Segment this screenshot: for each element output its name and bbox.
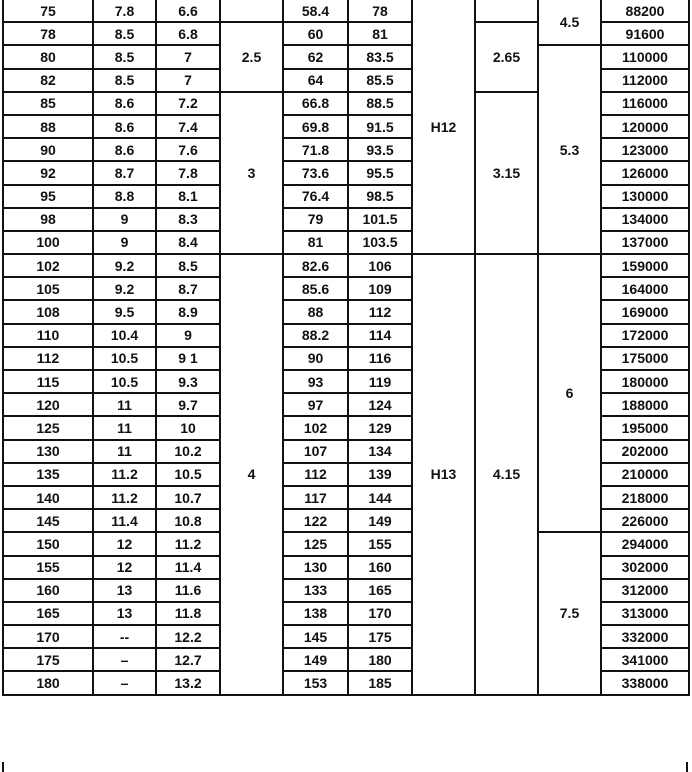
col-d2-cell: 8.9 xyxy=(156,300,220,323)
col-d3-cell: 85.6 xyxy=(283,277,348,300)
col-d-cell: 160 xyxy=(3,579,93,602)
col-d-cell: 105 xyxy=(3,277,93,300)
col-d4-cell: 83.5 xyxy=(348,45,412,68)
col-b-cell: 4 xyxy=(220,254,283,695)
col-h-cell: 7.5 xyxy=(538,532,601,694)
col-d2-cell: 10.5 xyxy=(156,463,220,486)
col-d3-cell: 88.2 xyxy=(283,324,348,347)
col-d2-cell: 12.7 xyxy=(156,648,220,671)
col-d4-cell: 180 xyxy=(348,648,412,671)
col-load-cell: 164000 xyxy=(601,277,689,300)
col-d2-cell: 7.8 xyxy=(156,161,220,184)
table-row xyxy=(3,45,689,68)
col-d3-cell: 71.8 xyxy=(283,138,348,161)
col-d3-cell: 145 xyxy=(283,625,348,648)
col-d1-cell: 10.4 xyxy=(93,324,156,347)
table-footer-frame xyxy=(2,762,688,772)
col-d2-cell: 8.3 xyxy=(156,208,220,231)
col-d1-cell: 8.6 xyxy=(93,115,156,138)
col-d3-cell: 82.6 xyxy=(283,254,348,277)
col-d-cell: 108 xyxy=(3,300,93,323)
col-d1-cell: 13 xyxy=(93,579,156,602)
col-load-cell: 120000 xyxy=(601,115,689,138)
col-r-cell xyxy=(475,0,538,22)
col-h-cell: 4.5 xyxy=(538,0,601,45)
col-d3-cell: 58.4 xyxy=(283,0,348,22)
table-row xyxy=(3,532,689,555)
col-d4-cell: 88.5 xyxy=(348,92,412,115)
col-d2-cell: 9 xyxy=(156,324,220,347)
col-d1-cell: -- xyxy=(93,625,156,648)
col-h-cell: 5.3 xyxy=(538,45,601,254)
col-d2-cell: 7 xyxy=(156,45,220,68)
col-d1-cell: 11.2 xyxy=(93,463,156,486)
col-d1-cell: 12 xyxy=(93,532,156,555)
col-d-cell: 95 xyxy=(3,185,93,208)
col-d3-cell: 125 xyxy=(283,532,348,555)
col-d1-cell: 9.2 xyxy=(93,254,156,277)
col-load-cell: 159000 xyxy=(601,254,689,277)
col-d2-cell: 9.3 xyxy=(156,370,220,393)
col-d3-cell: 102 xyxy=(283,416,348,439)
table-row xyxy=(3,0,689,22)
col-d3-cell: 153 xyxy=(283,671,348,694)
col-d4-cell: 112 xyxy=(348,300,412,323)
col-d1-cell: 11 xyxy=(93,416,156,439)
col-d3-cell: 138 xyxy=(283,602,348,625)
col-d1-cell: 11 xyxy=(93,393,156,416)
col-load-cell: 110000 xyxy=(601,45,689,68)
col-d-cell: 170 xyxy=(3,625,93,648)
col-d4-cell: 93.5 xyxy=(348,138,412,161)
col-d1-cell: 8.6 xyxy=(93,138,156,161)
col-d4-cell: 134 xyxy=(348,440,412,463)
col-d2-cell: 11.2 xyxy=(156,532,220,555)
col-d1-cell: 11 xyxy=(93,440,156,463)
col-d4-cell: 91.5 xyxy=(348,115,412,138)
col-d4-cell: 114 xyxy=(348,324,412,347)
col-d4-cell: 155 xyxy=(348,532,412,555)
col-d3-cell: 107 xyxy=(283,440,348,463)
col-d3-cell: 90 xyxy=(283,347,348,370)
col-d1-cell: 9 xyxy=(93,231,156,254)
col-d3-cell: 76.4 xyxy=(283,185,348,208)
col-d-cell: 130 xyxy=(3,440,93,463)
col-d-cell: 175 xyxy=(3,648,93,671)
col-load-cell: 137000 xyxy=(601,231,689,254)
col-load-cell: 126000 xyxy=(601,161,689,184)
col-d3-cell: 66.8 xyxy=(283,92,348,115)
col-d4-cell: 139 xyxy=(348,463,412,486)
col-d-cell: 180 xyxy=(3,671,93,694)
col-d3-cell: 69.8 xyxy=(283,115,348,138)
table-row xyxy=(3,254,689,277)
col-d-cell: 150 xyxy=(3,532,93,555)
col-d2-cell: 11.6 xyxy=(156,579,220,602)
col-load-cell: 172000 xyxy=(601,324,689,347)
col-d4-cell: 109 xyxy=(348,277,412,300)
col-d4-cell: 98.5 xyxy=(348,185,412,208)
col-b-cell: 2.5 xyxy=(220,22,283,92)
col-d4-cell: 78 xyxy=(348,0,412,22)
col-d4-cell: 116 xyxy=(348,347,412,370)
col-tol-cell: H13 xyxy=(412,254,475,695)
col-d-cell: 112 xyxy=(3,347,93,370)
col-d4-cell: 81 xyxy=(348,22,412,45)
col-d-cell: 125 xyxy=(3,416,93,439)
col-h-cell: 6 xyxy=(538,254,601,532)
col-d2-cell: 6.8 xyxy=(156,22,220,45)
col-d3-cell: 79 xyxy=(283,208,348,231)
col-r-cell: 3.15 xyxy=(475,92,538,254)
col-d3-cell: 64 xyxy=(283,69,348,92)
col-d3-cell: 130 xyxy=(283,556,348,579)
col-d1-cell: – xyxy=(93,648,156,671)
col-load-cell: 294000 xyxy=(601,532,689,555)
col-load-cell: 123000 xyxy=(601,138,689,161)
col-d-cell: 140 xyxy=(3,486,93,509)
col-d4-cell: 129 xyxy=(348,416,412,439)
col-d3-cell: 88 xyxy=(283,300,348,323)
col-d2-cell: 11.8 xyxy=(156,602,220,625)
col-d3-cell: 112 xyxy=(283,463,348,486)
col-d-cell: 165 xyxy=(3,602,93,625)
col-d3-cell: 122 xyxy=(283,509,348,532)
col-d-cell: 145 xyxy=(3,509,93,532)
col-d2-cell: 9.7 xyxy=(156,393,220,416)
col-d3-cell: 117 xyxy=(283,486,348,509)
col-load-cell: 313000 xyxy=(601,602,689,625)
col-d-cell: 78 xyxy=(3,22,93,45)
col-load-cell: 112000 xyxy=(601,69,689,92)
col-load-cell: 91600 xyxy=(601,22,689,45)
col-d2-cell: 11.4 xyxy=(156,556,220,579)
col-d3-cell: 62 xyxy=(283,45,348,68)
col-tol-cell: H12 xyxy=(412,0,475,254)
col-d4-cell: 144 xyxy=(348,486,412,509)
spec-table xyxy=(2,0,690,696)
col-d2-cell: 7.4 xyxy=(156,115,220,138)
col-d1-cell: 8.5 xyxy=(93,69,156,92)
col-d-cell: 98 xyxy=(3,208,93,231)
col-load-cell: 338000 xyxy=(601,671,689,694)
col-load-cell: 180000 xyxy=(601,370,689,393)
col-d-cell: 80 xyxy=(3,45,93,68)
col-d3-cell: 133 xyxy=(283,579,348,602)
col-d1-cell: 8.5 xyxy=(93,45,156,68)
col-d-cell: 75 xyxy=(3,0,93,22)
col-load-cell: 226000 xyxy=(601,509,689,532)
col-d3-cell: 73.6 xyxy=(283,161,348,184)
col-d1-cell: 11.4 xyxy=(93,509,156,532)
col-d1-cell: 7.8 xyxy=(93,0,156,22)
col-d2-cell: 10 xyxy=(156,416,220,439)
col-d4-cell: 170 xyxy=(348,602,412,625)
col-d1-cell: – xyxy=(93,671,156,694)
col-d1-cell: 11.2 xyxy=(93,486,156,509)
col-d1-cell: 9.5 xyxy=(93,300,156,323)
col-d2-cell: 12.2 xyxy=(156,625,220,648)
col-d2-cell: 8.5 xyxy=(156,254,220,277)
col-load-cell: 130000 xyxy=(601,185,689,208)
col-d2-cell: 7.6 xyxy=(156,138,220,161)
col-d4-cell: 101.5 xyxy=(348,208,412,231)
spec-table-body xyxy=(3,0,689,695)
col-d4-cell: 95.5 xyxy=(348,161,412,184)
col-d4-cell: 175 xyxy=(348,625,412,648)
col-load-cell: 302000 xyxy=(601,556,689,579)
col-d-cell: 120 xyxy=(3,393,93,416)
col-load-cell: 341000 xyxy=(601,648,689,671)
col-d1-cell: 12 xyxy=(93,556,156,579)
col-r-cell: 2.65 xyxy=(475,22,538,92)
col-d1-cell: 9 xyxy=(93,208,156,231)
col-d2-cell: 7.2 xyxy=(156,92,220,115)
col-d2-cell: 8.1 xyxy=(156,185,220,208)
col-d3-cell: 97 xyxy=(283,393,348,416)
col-d1-cell: 13 xyxy=(93,602,156,625)
col-d2-cell: 7 xyxy=(156,69,220,92)
col-d4-cell: 185 xyxy=(348,671,412,694)
col-load-cell: 116000 xyxy=(601,92,689,115)
col-d2-cell: 8.4 xyxy=(156,231,220,254)
col-d1-cell: 10.5 xyxy=(93,347,156,370)
col-d4-cell: 124 xyxy=(348,393,412,416)
col-d4-cell: 149 xyxy=(348,509,412,532)
col-d-cell: 90 xyxy=(3,138,93,161)
col-d1-cell: 8.5 xyxy=(93,22,156,45)
col-r-cell: 4.15 xyxy=(475,254,538,695)
col-d4-cell: 85.5 xyxy=(348,69,412,92)
col-d4-cell: 106 xyxy=(348,254,412,277)
col-d4-cell: 103.5 xyxy=(348,231,412,254)
col-b-cell: 3 xyxy=(220,92,283,254)
col-d2-cell: 10.8 xyxy=(156,509,220,532)
col-load-cell: 169000 xyxy=(601,300,689,323)
col-d2-cell: 10.2 xyxy=(156,440,220,463)
col-d3-cell: 149 xyxy=(283,648,348,671)
col-d-cell: 82 xyxy=(3,69,93,92)
col-d-cell: 155 xyxy=(3,556,93,579)
col-d3-cell: 81 xyxy=(283,231,348,254)
col-d2-cell: 13.2 xyxy=(156,671,220,694)
col-d4-cell: 119 xyxy=(348,370,412,393)
col-load-cell: 175000 xyxy=(601,347,689,370)
col-d3-cell: 93 xyxy=(283,370,348,393)
col-d2-cell: 10.7 xyxy=(156,486,220,509)
col-load-cell: 88200 xyxy=(601,0,689,22)
col-d-cell: 110 xyxy=(3,324,93,347)
col-load-cell: 202000 xyxy=(601,440,689,463)
col-d-cell: 88 xyxy=(3,115,93,138)
col-d1-cell: 8.7 xyxy=(93,161,156,184)
col-d1-cell: 10.5 xyxy=(93,370,156,393)
col-d1-cell: 8.6 xyxy=(93,92,156,115)
col-d-cell: 135 xyxy=(3,463,93,486)
col-d4-cell: 165 xyxy=(348,579,412,602)
col-d2-cell: 9 1 xyxy=(156,347,220,370)
col-load-cell: 134000 xyxy=(601,208,689,231)
col-d-cell: 92 xyxy=(3,161,93,184)
col-load-cell: 188000 xyxy=(601,393,689,416)
col-load-cell: 210000 xyxy=(601,463,689,486)
col-b-cell xyxy=(220,0,283,22)
col-d2-cell: 6.6 xyxy=(156,0,220,22)
col-d1-cell: 8.8 xyxy=(93,185,156,208)
col-load-cell: 332000 xyxy=(601,625,689,648)
col-d3-cell: 60 xyxy=(283,22,348,45)
col-d-cell: 100 xyxy=(3,231,93,254)
col-load-cell: 195000 xyxy=(601,416,689,439)
col-load-cell: 312000 xyxy=(601,579,689,602)
col-d-cell: 115 xyxy=(3,370,93,393)
col-d-cell: 85 xyxy=(3,92,93,115)
col-d-cell: 102 xyxy=(3,254,93,277)
col-d1-cell: 9.2 xyxy=(93,277,156,300)
col-d2-cell: 8.7 xyxy=(156,277,220,300)
col-load-cell: 218000 xyxy=(601,486,689,509)
col-d4-cell: 160 xyxy=(348,556,412,579)
